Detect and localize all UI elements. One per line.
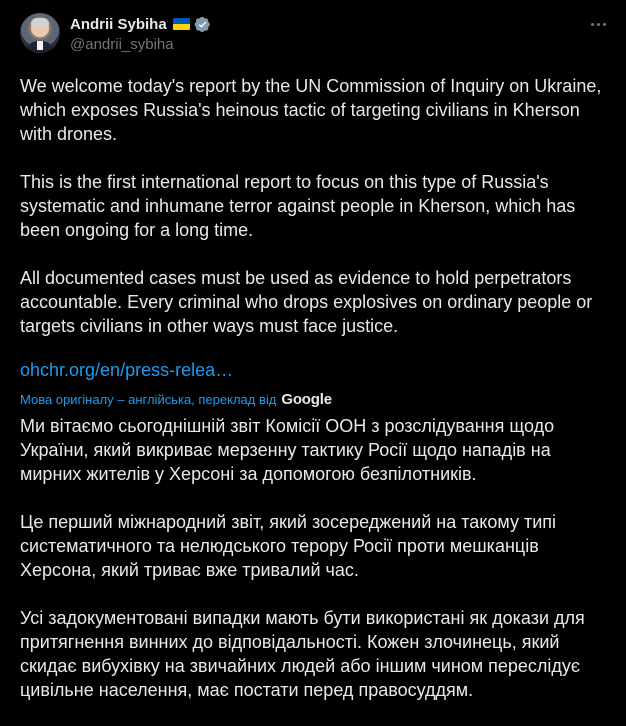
author-handle[interactable]: @andrii_sybiha bbox=[70, 36, 174, 53]
tweet-paragraph: All documented cases must be used as evidence to hold perpetrators accountable. Every criminal who drops explosives on ordinary people or targets civilians in other ways must face justice. bbox=[20, 268, 598, 336]
translated-text bbox=[20, 414, 612, 702]
tweet-body bbox=[20, 74, 612, 726]
translated-paragraph: Це перший міжнародний звіт, який зосереджений на такому типі систематичного та нелюдського терору Росії проти мешканців Херсона, який триває вже тривалий час. bbox=[20, 512, 562, 580]
press-release-link[interactable]: ohchr.org/en/press-relea… bbox=[20, 360, 234, 380]
tweet-paragraph: This is the first international report to focus on this type of Russia's systematic and inhumane terror against people in Kherson, which has been ongoing for a long time. bbox=[20, 172, 581, 240]
tweet-paragraph: We welcome today's report by the UN Commission of Inquiry on Ukraine, which exposes Russia's heinous tactic of targeting civilians in Kherson with drones. bbox=[20, 76, 607, 144]
tweet-header bbox=[20, 12, 612, 56]
translated-paragraph: Ми вітаємо сьогоднішній звіт Комісії ООН з розслідування щодо України, який викриває мерзенну тактику Росії щодо нападів на мирних жителів у Херсоні за допомогою безпілотників. bbox=[20, 416, 560, 484]
google-logo: Google bbox=[281, 390, 332, 408]
more-options-icon[interactable] bbox=[584, 14, 612, 34]
ukraine-flag-icon bbox=[173, 18, 190, 30]
translation-note[interactable]: Мова оригіналу – англійська, переклад від bbox=[20, 391, 277, 407]
name-row bbox=[70, 14, 211, 34]
display-name[interactable]: Andrii Sybiha bbox=[70, 15, 167, 33]
translated-paragraph: Усі задокументовані випадки мають бути використані як докази для притягнення винних до відповідальності. Кожен злочинець, який скидає вибухівку на звичайних людей або іншим чином переслідує цивільне населення, має постати перед правосуддям. bbox=[20, 608, 590, 700]
verified-badge-icon[interactable] bbox=[194, 16, 211, 33]
translation-attribution bbox=[20, 388, 612, 410]
author-names bbox=[70, 14, 211, 53]
avatar[interactable] bbox=[20, 13, 60, 53]
